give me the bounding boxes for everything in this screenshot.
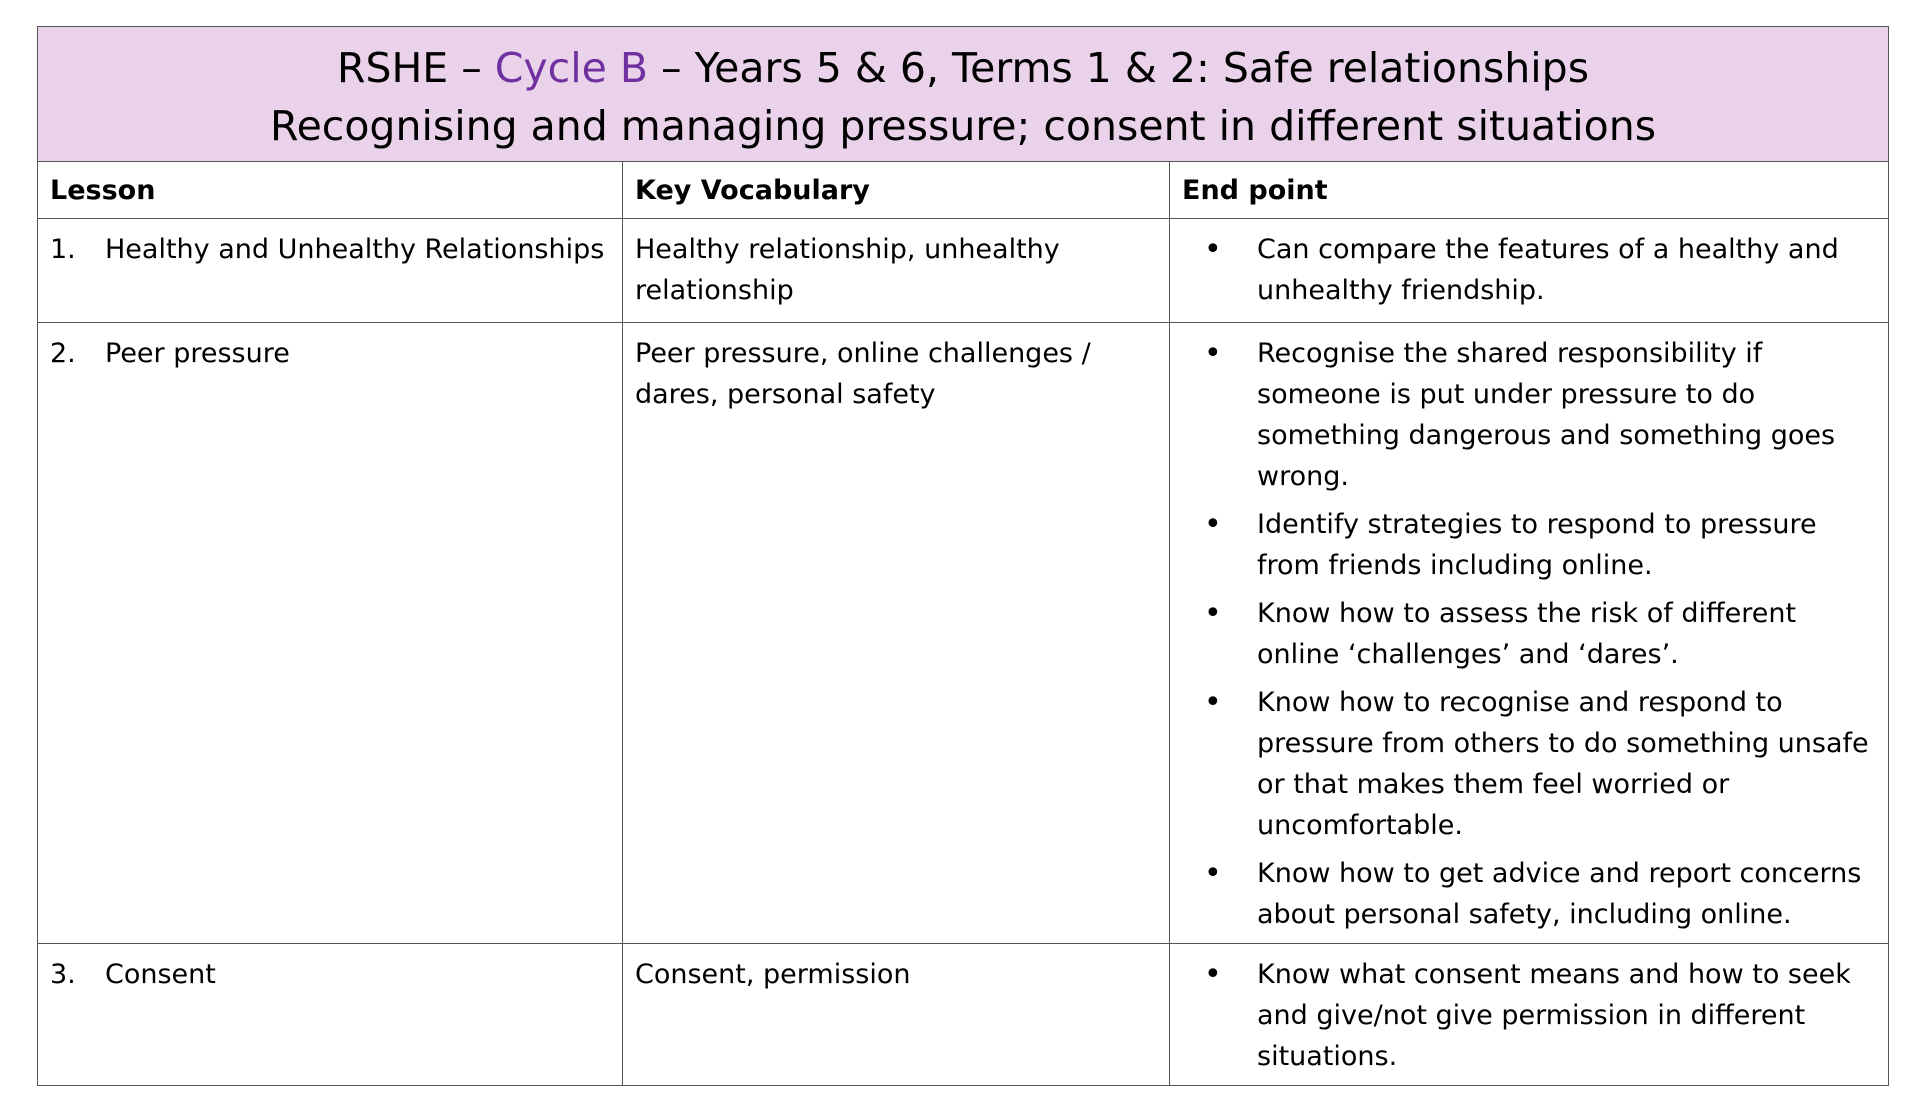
lesson-number: 3. [50, 959, 76, 990]
title-prefix: RSHE – [336, 44, 495, 92]
column-header-lesson: Lesson [38, 162, 623, 219]
header-row [38, 162, 1889, 219]
end-point-item: • Identify strategies to respond to pressure from friends including online. [1182, 504, 1876, 586]
lesson-table [37, 26, 1889, 1086]
end-point-list [1182, 229, 1876, 311]
end-point-cell [1170, 323, 1889, 944]
column-header-end-point: End point [1170, 162, 1889, 219]
title-row [38, 27, 1889, 162]
end-point-list [1182, 333, 1876, 935]
end-point-item: • Know how to recognise and respond to pressure from others to do something unsafe or that makes them feel worried or uncomfortable. [1182, 682, 1876, 846]
table-row [38, 323, 1889, 944]
end-point-cell [1170, 219, 1889, 323]
title-suffix: – Years 5 & 6, Terms 1 & 2: Safe relationships [648, 44, 1590, 92]
page-title [38, 39, 1888, 97]
end-point-item: • Recognise the shared responsibility if someone is put under pressure to do something dangerous and something goes wrong. [1182, 333, 1876, 497]
lesson-cell [38, 219, 623, 323]
end-point-cell [1170, 944, 1889, 1086]
end-point-item: • Know how to assess the risk of different online ‘challenges’ and ‘dares’. [1182, 593, 1876, 675]
lesson-title: Consent [105, 959, 216, 990]
end-point-item: • Know what consent means and how to seek and give/not give permission in different situations. [1182, 954, 1876, 1077]
curriculum-document [37, 26, 1888, 1086]
table-row [38, 219, 1889, 323]
lesson-number: 1. [50, 234, 76, 265]
column-header-vocabulary: Key Vocabulary [623, 162, 1170, 219]
end-point-item: • Know how to get advice and report concerns about personal safety, including online. [1182, 853, 1876, 935]
lesson-number: 2. [50, 338, 76, 369]
lesson-cell [38, 323, 623, 944]
page-subtitle: Recognising and managing pressure; consent in different situations [269, 102, 1657, 150]
vocabulary-cell: Healthy relationship, unhealthy relationship [623, 219, 1170, 323]
lesson-title: Healthy and Unhealthy Relationships [105, 234, 605, 265]
end-point-list [1182, 954, 1876, 1077]
lesson-cell [38, 944, 623, 1086]
title-accent: Cycle B [494, 44, 648, 92]
lesson-title: Peer pressure [105, 338, 290, 369]
table-row [38, 944, 1889, 1086]
end-point-item: • Can compare the features of a healthy and unhealthy friendship. [1182, 229, 1876, 311]
vocabulary-cell: Consent, permission [623, 944, 1170, 1086]
vocabulary-cell: Peer pressure, online challenges / dares, personal safety [623, 323, 1170, 944]
title-cell [38, 27, 1889, 162]
